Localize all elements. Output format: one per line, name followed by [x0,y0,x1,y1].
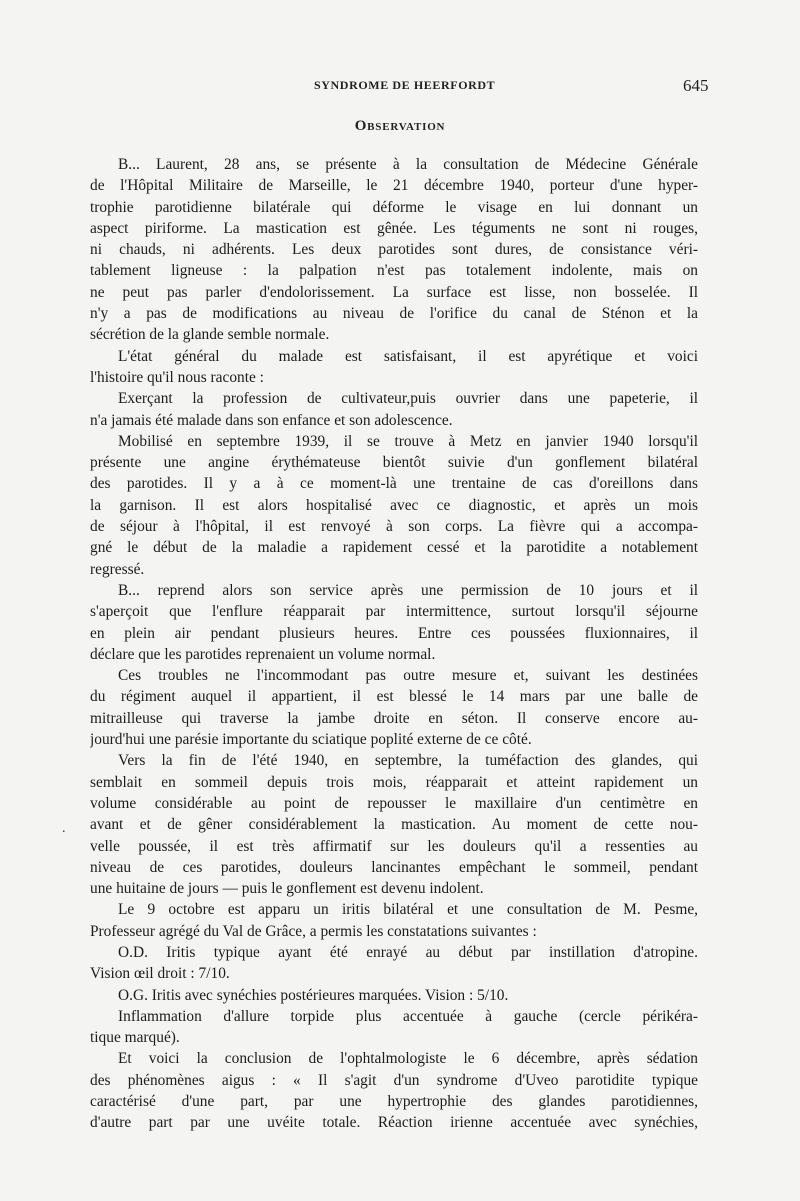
text-line: regressé. [90,560,145,578]
body-text [90,154,698,1134]
text-line: tablement ligneuse : la palpation n'est pas totalement indolente, mais on [90,262,698,280]
text-line: Inflammation d'allure torpide plus accentuée à gauche (cercle périkéra- [118,1007,698,1025]
text-line: d'autre part par une uvéite totale. Réaction irienne accentuée avec synéchies, [90,1114,698,1132]
running-head [0,76,800,100]
text-line: en plein air pendant plusieurs heures. Entre ces poussées fluxionnaires, il [90,624,698,642]
text-line: Mobilisé en septembre 1939, il se trouve à Metz en janvier 1940 lorsqu'il [118,432,698,450]
text-line: Le 9 octobre est apparu un iritis bilatéral et une consultation de M. Pesme, [118,901,698,919]
text-line: B... reprend alors son service après une permission de 10 jours et il [118,581,698,599]
text-line: ne peut pas parler d'endolorissement. La surface est lisse, non bosselée. Il [90,283,698,301]
text-line: déclare que les parotides reprenaient un volume normal. [90,645,436,663]
text-line: volume considérable au point de repousser le maxillaire d'un centimètre en [90,794,698,812]
text-line: de l'Hôpital Militaire de Marseille, le 21 décembre 1940, porteur d'une hyper- [90,177,698,195]
text-line: semblait en sommeil depuis trois mois, réapparait et atteint rapidement un [90,773,698,791]
text-line: Exerçant la profession de cultivateur,puis ouvrier dans une papeterie, il [118,390,698,408]
text-line: sécrétion de la glande semble normale. [90,326,330,344]
text-line: gné le début de la maladie a rapidement cessé et la parotidite a notablement [90,539,698,557]
text-line: Professeur agrégé du Val de Grâce, a permis les constatations suivantes : [90,922,537,940]
text-line: mitrailleuse qui traverse la jambe droite en séton. Il conserve encore au- [90,709,698,727]
text-line: avant et de gêner considérablement la mastication. Au moment de cette nou- [90,816,698,834]
text-line: Vision œil droit : 7/10. [90,965,230,983]
text-line: ni chauds, ni adhérents. Les deux parotides sont dures, de consistance véri- [90,241,698,259]
text-line: Et voici la conclusion de l'ophtalmologiste le 6 décembre, après sédation [118,1050,698,1068]
text-line: Vers la fin de l'été 1940, en septembre, la tuméfaction des glandes, qui [118,752,698,770]
text-line: B... Laurent, 28 ans, se présente à la consultation de Médecine Générale [118,156,698,173]
text-line: caractérisé d'une part, par une hypertrophie des glandes parotidiennes, [90,1093,698,1111]
text-line: des phénomènes aigus : « Il s'agit d'un syndrome d'Uveo parotidite typique [90,1071,698,1089]
text-line: trophie parotidienne bilatérale qui déforme le visage en lui donnant un [90,198,698,216]
running-title: SYNDROME DE HEERFORDT [314,78,496,92]
text-line: O.G. Iritis avec synéchies postérieures marquées. Vision : 5/10. [118,986,509,1004]
text-line: jourd'hui une parésie importante du sciatique poplité externe de ce côté. [90,731,532,749]
text-line: Ces troubles ne l'incommodant pas outre mesure et, suivant les destinées [118,667,698,685]
text-line: une huitaine de jours — puis le gonflement est devenu indolent. [90,880,484,898]
text-line: tique marqué). [90,1029,180,1047]
text-line: l'histoire qu'il nous raconte : [90,368,264,386]
text-line: L'état général du malade est satisfaisant, il est apyrétique et voici [118,347,698,365]
text-line: s'aperçoit que l'enflure réapparait par intermittence, surtout lorsqu'il séjourne [90,603,698,621]
text-line: O.D. Iritis typique ayant été enrayé au début par instillation d'atropine. [118,943,698,961]
page-number: 645 [683,76,709,95]
text-line: n'y a pas de modifications au niveau de l'orifice du canal de Sténon et la [90,305,698,323]
text-line: du régiment auquel il appartient, il est blessé le 14 mars par une balle de [90,688,698,706]
text-line: des parotides. Il y a à ce moment-là une trentaine de cas d'oreillons dans [90,475,698,493]
text-line: niveau de ces parotides, douleurs lancinantes empêchant le sommeil, pendant [90,858,698,876]
text-line: n'a jamais été malade dans son enfance et son adolescence. [90,411,453,429]
text-line: de séjour à l'hôpital, il est renvoyé à son corps. La fièvre qui a accompa- [90,518,698,536]
text-line: la garnison. Il est alors hospitalisé avec ce diagnostic, et après un mois [90,496,698,514]
text-line: velle poussée, il est très affirmatif sur les douleurs qu'il a ressenties au [90,837,698,855]
margin-mark: . [62,821,66,836]
text-line: aspect piriforme. La mastication est gênée. Les téguments ne sont ni rouges, [90,219,698,237]
section-title: Observation [354,118,446,134]
text-line: présente une angine érythémateuse bientôt suivie d'un gonflement bilatéral [90,454,698,472]
